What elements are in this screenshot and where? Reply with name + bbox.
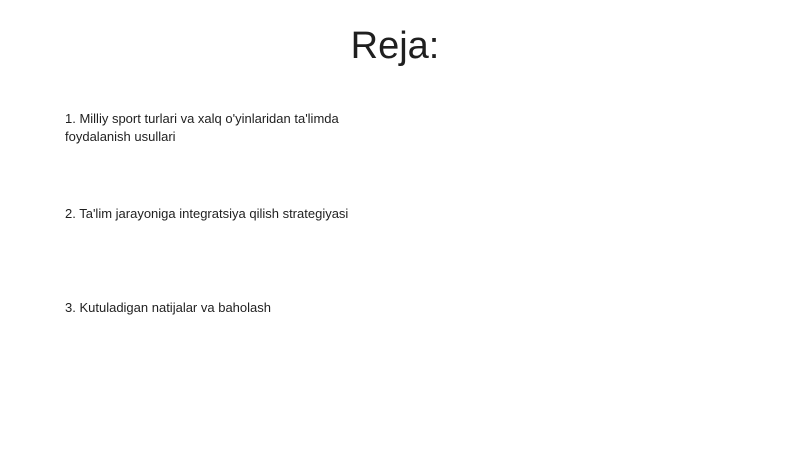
slide-title: Reja:	[350, 25, 440, 67]
plan-item-1: 1. Milliy sport turlari va xalq o'yinlaridan ta'limda foydalanish usullari	[65, 111, 339, 144]
plan-item-2: 2. Ta'lim jarayoniga integratsiya qilish strategiyasi	[65, 206, 349, 221]
plan-item-3: 3. Kutuladigan natijalar va baholash	[65, 300, 271, 315]
